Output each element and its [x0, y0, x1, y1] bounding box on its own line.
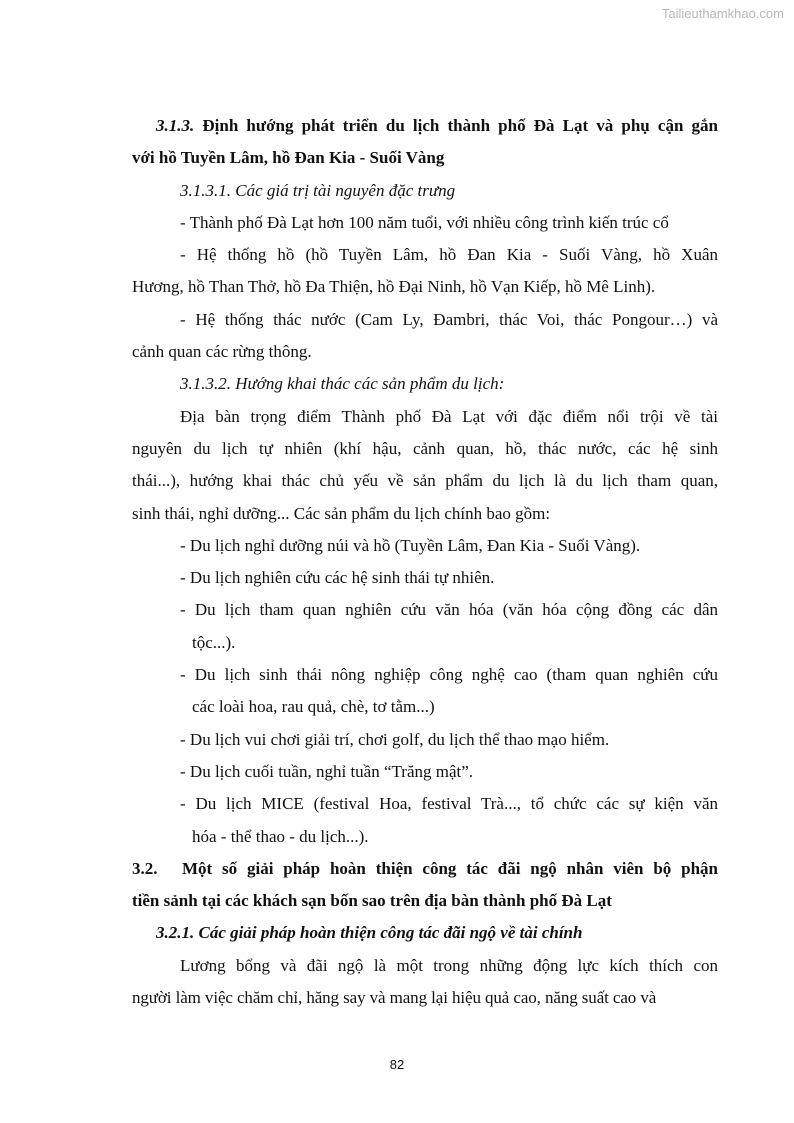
resource-item-2-line1: - Hệ thống hồ (hồ Tuyền Lâm, hồ Đan Kia - Suối Vàng, hồ Xuân [180, 245, 718, 265]
heading-3-1-3-number: 3.1.3. [156, 116, 195, 135]
product-item-7-line1: - Du lịch MICE (festival Hoa, festival Trà..., tổ chức các sự kiện văn [180, 794, 718, 814]
product-item-4-line1: - Du lịch sinh thái nông nghiệp công nghệ cao (tham quan nghiên cứu [180, 665, 718, 685]
watermark: Tailieuthamkhao.com [661, 6, 784, 21]
document-body [132, 110, 718, 1014]
resource-item-2-line2: Hương, hồ Than Thở, hồ Đa Thiện, hồ Đại Ninh, hồ Vạn Kiếp, hồ Mê Linh). [132, 277, 656, 297]
heading-3-1-3 [132, 110, 718, 142]
page-number: 82 [389, 1057, 405, 1072]
paragraph-line: sinh thái, nghỉ dưỡng... Các sản phẩm du lịch chính bao gồm: [132, 503, 551, 523]
subheading-3-1-3-1: 3.1.3.1. Các giá trị tài nguyên đặc trưng [180, 180, 456, 200]
heading-3-2-title-line2: tiền sảnh tại các khách sạn bốn sao trên địa bàn thành phố Đà Lạt [132, 891, 612, 911]
heading-3-2 [132, 853, 718, 885]
subheading-3-1-3-2: 3.1.3.2. Hướng khai thác các sản phẩm du lịch: [180, 374, 505, 394]
paragraph-line: thái...), hướng khai thác chủ yếu về sản phẩm du lịch là du lịch tham quan, [132, 471, 718, 491]
product-item-5: - Du lịch vui chơi giải trí, chơi golf, du lịch thể thao mạo hiểm. [180, 729, 610, 749]
paragraph-line: Lương bổng và đãi ngộ là một trong những động lực kích thích con [180, 955, 718, 975]
resource-item-3-line1: - Hệ thống thác nước (Cam Ly, Đambri, thác Voi, thác Pongour…) và [180, 309, 718, 329]
paragraph-line: nguyên du lịch tự nhiên (khí hậu, cảnh quan, hồ, thác nước, các hệ sinh [132, 438, 718, 458]
heading-3-2-number: 3.2. [132, 858, 158, 878]
resource-item-1: - Thành phố Đà Lạt hơn 100 năm tuổi, với nhiều công trình kiến trúc cổ [180, 212, 669, 232]
product-item-1: - Du lịch nghỉ dưỡng núi và hồ (Tuyền Lâm, Đan Kia - Suối Vàng). [180, 535, 641, 555]
product-item-3-line1: - Du lịch tham quan nghiên cứu văn hóa (văn hóa cộng đồng các dân [180, 600, 718, 620]
heading-3-2-title-line1: Một số giải pháp hoàn thiện công tác đãi ngộ nhân viên bộ phận [182, 858, 718, 878]
heading-3-1-3-title-line1: Định hướng phát triển du lịch thành phố Đà Lạt và phụ cận gắn [202, 116, 718, 135]
product-item-4-line2: các loài hoa, rau quả, chè, tơ tằm...) [192, 697, 435, 717]
product-item-3-line2: tộc...). [192, 632, 236, 652]
heading-3-1-3-title-line2: với hồ Tuyền Lâm, hồ Đan Kia - Suối Vàng [132, 148, 445, 168]
product-item-6: - Du lịch cuối tuần, nghỉ tuần “Trăng mật”. [180, 761, 474, 781]
heading-3-2-1: 3.2.1. Các giải pháp hoàn thiện công tác đãi ngộ về tài chính [156, 923, 583, 943]
resource-item-3-line2: cảnh quan các rừng thông. [132, 342, 312, 362]
paragraph-line: người làm việc chăm chỉ, hăng say và mang lại hiệu quả cao, năng suất cao và [132, 988, 657, 1008]
product-item-2: - Du lịch nghiên cứu các hệ sinh thái tự nhiên. [180, 568, 495, 588]
paragraph-line: Địa bàn trọng điểm Thành phố Đà Lạt với đặc điểm nổi trội về tài [180, 406, 718, 426]
product-item-7-line2: hóa - thể thao - du lịch...). [192, 826, 369, 846]
